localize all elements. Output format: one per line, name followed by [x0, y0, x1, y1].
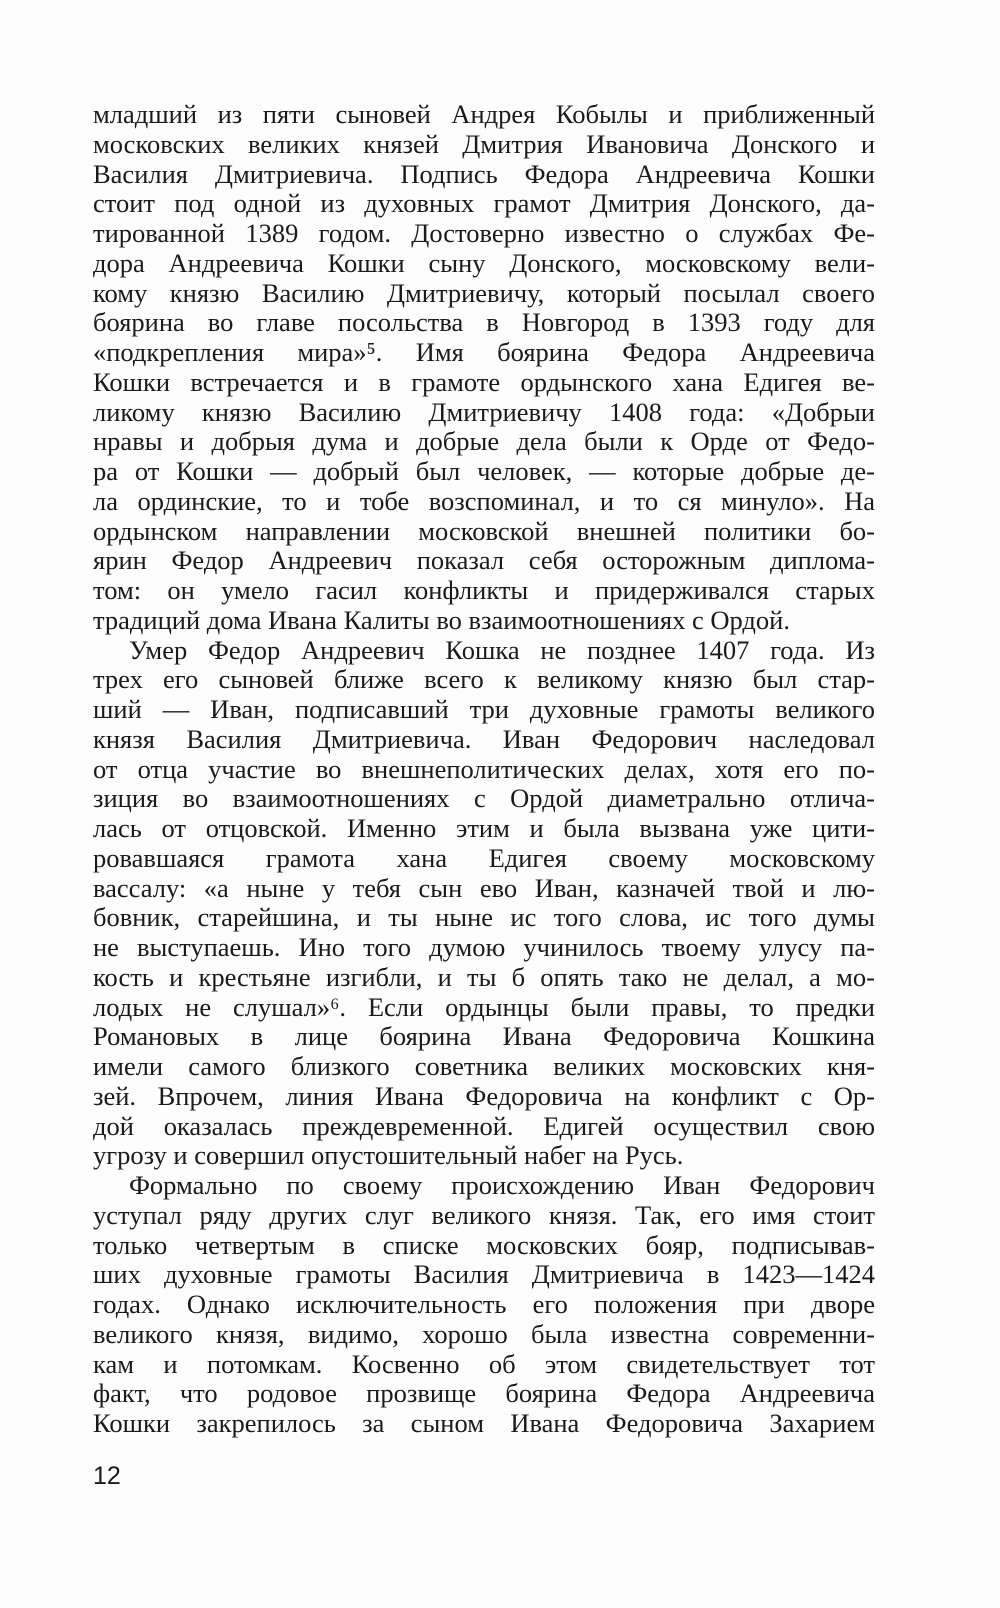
text-line: великого князя, видимо, хорошо была известна современни- — [93, 1318, 875, 1349]
text-line: зей. Впрочем, линия Ивана Федоровича на конфликт с Ор- — [93, 1080, 875, 1111]
text-line: Василия Дмитриевича. Подпись Федора Андреевича Кошки — [93, 158, 875, 189]
text-line: факт, что родовое прозвище боярина Федора Андреевича — [93, 1378, 875, 1409]
text-line: младший из пяти сыновей Андрея Кобылы и приближенный — [93, 99, 875, 129]
text-line: ярин Федор Андреевич показал себя осторожным диплома- — [93, 545, 875, 576]
text-line: дой оказалась преждевременной. Едигей осуществил свою — [93, 1110, 875, 1141]
text-line: годах. Однако исключительность его положения при дворе — [93, 1289, 875, 1319]
text-line: уступал ряду других слуг великого князя. Так, его имя стоит — [93, 1199, 875, 1230]
text-line: московских великих князей Дмитрия Ивановича Донского и — [93, 128, 875, 159]
text-line: кость и крестьяне изгибли, и ты б опять тако не делал, а мо- — [93, 961, 875, 992]
text-line: Умер Федор Андреевич Кошка не позднее 1407 года. Из — [129, 634, 875, 665]
text-line: ордынском направлении московской внешней политики бо- — [93, 515, 875, 546]
text-line: угрозу и совершил опустошительный набег на Русь. — [93, 1140, 684, 1171]
paragraph-3 — [93, 1171, 875, 1439]
text-line: Кошки закрепилось за сыном Ивана Федоровича Захарием — [93, 1408, 875, 1438]
paragraph-1 — [93, 100, 875, 636]
text-line: «подкрепления мира»⁵. Имя боярина Федора Андреевича — [93, 337, 875, 367]
paragraph-2 — [93, 636, 875, 1172]
text-line: лась от отцовской. Именно этим и была вызвана уже цити- — [93, 813, 875, 843]
text-line: трех его сыновей ближе всего к великому князю был стар- — [93, 664, 875, 695]
text-line: лодых не слушал»⁶. Если ордынцы были правы, то предки — [93, 991, 875, 1022]
text-line: от отца участие во внешнеполитических делах, хотя его по- — [93, 753, 875, 784]
text-line: Формально по своему происхождению Иван Федорович — [129, 1170, 875, 1200]
text-line: только четвертым в списке московских бояр, подписывав- — [93, 1229, 875, 1260]
text-line: тированной 1389 годом. Достоверно известно о службах Фе- — [93, 218, 875, 248]
page-number: 12 — [93, 1462, 121, 1490]
text-line: дора Андреевича Кошки сыну Донского, московскому вели- — [93, 247, 875, 278]
text-line: ликому князю Василию Дмитриевичу 1408 года: «Добрыи — [93, 396, 875, 427]
text-line: традиций дома Ивана Калиты во взаимоотношениях с Ордой. — [93, 604, 790, 635]
text-line: не выступаешь. Ино того думою учинилось твоему улусу па- — [93, 932, 875, 962]
text-line: том: он умело гасил конфликты и придерживался старых — [93, 575, 875, 605]
text-line: Романовых в лице боярина Ивана Федоровича Кошкина — [93, 1021, 875, 1052]
text-line: ших духовные грамоты Василия Дмитриевича в 1423—1424 — [93, 1259, 875, 1290]
text-line: ровавшаяся грамота хана Едигея своему московскому — [93, 842, 875, 873]
text-line: нравы и добрыя дума и добрые дела были к Орде от Федо- — [93, 426, 875, 457]
text-line: Кошки встречается и в грамоте ордынского хана Едигея ве- — [93, 366, 875, 397]
text-line: ла ординские, то и тобе возспоминал, и то ся минуло». На — [93, 485, 875, 516]
text-line: боярина во главе посольства в Новгород в 1393 году для — [93, 307, 875, 338]
text-line: вассалу: «а ныне у тебя сын ево Иван, казначей твой и лю- — [93, 872, 875, 903]
text-line: бовник, старейшина, и ты ныне ис того слова, ис того думы — [93, 902, 875, 933]
text-line: кому князю Василию Дмитриевичу, который посылал своего — [93, 277, 875, 308]
text-line: имели самого близкого советника великих московских кня- — [93, 1051, 875, 1081]
body-text — [93, 100, 875, 1439]
text-line: зиция во взаимоотношениях с Ордой диаметрально отлича- — [93, 783, 875, 814]
text-line: кам и потомкам. Косвенно об этом свидетельствует тот — [93, 1348, 875, 1379]
text-line: князя Василия Дмитриевича. Иван Федорович наследовал — [93, 723, 875, 754]
text-line: ра от Кошки — добрый был человек, — которые добрые де- — [93, 456, 875, 486]
text-line: ший — Иван, подписавший три духовные грамоты великого — [93, 694, 875, 724]
text-line: стоит под одной из духовных грамот Дмитрия Донского, да- — [93, 188, 875, 219]
